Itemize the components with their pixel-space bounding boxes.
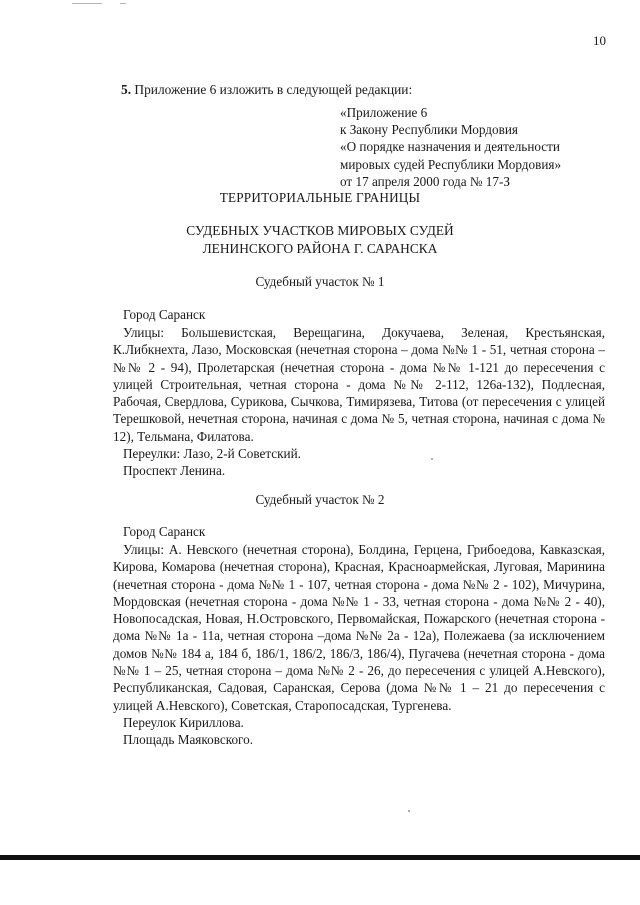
section-city: Город Саранск (123, 524, 206, 539)
footer-rule (0, 855, 640, 860)
document-title: ТЕРРИТОРИАЛЬНЫЕ ГРАНИЦЫ (219, 190, 421, 205)
section-avenue: Площадь Маяковского. (123, 732, 254, 748)
section-body (113, 541, 605, 749)
appendix-header-line: от 17 апреля 2000 года № 17-З (340, 173, 510, 189)
subtitle-line: ЛЕНИНСКОГО РАЙОНА Г. САРАНСКА (202, 241, 438, 256)
appendix-header-line: «Приложение 6 (340, 105, 428, 120)
scan-speck (408, 810, 410, 812)
section-lanes: Переулки: Лазо, 2-й Советский. (123, 446, 301, 462)
appendix-header-line: к Закону Республики Мордовия (340, 122, 518, 138)
section-city: Город Саранск (123, 307, 206, 322)
section-streets: Улицы: Большевистская, Верещагина, Докучаева, Зеленая, Крестьянская, К.Либкнехта, Лазо, Московская (нечетная сторона – дома №№ 1 - 51, четная сторона – №№ 2 - 94), Пролетарская (нечетная сторона - дома №№ 1-121 до пересечения с улицей Строительная, четная сторона - дома №№ 2-112, 126а-132), Подлесная, Рабочая, Свердлова, Сурикова, Сычкова, Тимирязева, Титова (от пересечения с улицей Терешковой, нечетная сторона, начиная с дома № 5, четная сторона, начиная с дома № 12), Тельмана, Филатова. (113, 325, 605, 444)
page-number: 10 (593, 33, 606, 48)
scan-artifact (120, 3, 126, 4)
amendment-instruction (121, 82, 412, 98)
appendix-header-line: «О порядке назначения и деятельности (340, 139, 560, 155)
document-subtitle (0, 222, 640, 258)
section-body (113, 324, 605, 480)
subtitle-line: СУДЕБНЫХ УЧАСТКОВ МИРОВЫХ СУДЕЙ (186, 223, 454, 238)
scan-speck (431, 458, 433, 460)
section-heading: Судебный участок № 2 (255, 492, 385, 507)
section-lanes: Переулок Кириллова. (123, 714, 244, 730)
instruction-number: 5. (121, 82, 132, 97)
instruction-text: Приложение 6 изложить в следующей редакции: (134, 82, 413, 97)
section-heading: Судебный участок № 1 (255, 274, 385, 289)
scan-artifact (72, 3, 102, 4)
appendix-header (340, 104, 561, 190)
section-streets: Улицы: А. Невского (нечетная сторона), Болдина, Герцена, Грибоедова, Кавказская, Кирова, Комарова (нечетная сторона), Красная, Красноармейская, Луговая, Маринина (нечетная сторона - дома №№ 1 - 107, четная сторона - дома №№ 2 - 102), Мичурина, Мордовская (нечетная сторона - дома №№ 1 - 33, четная сторона - дома №№ 2 - 40), Новопосадская, Новая, Н.Островского, Первомайская, Пожарского (нечетная сторона - дома №№ 1а - 11а, четная сторона –дома №№ 2а - 12а), Полежаева (за исключением домов №№ 184 а, 184 б, 186/1, 186/2, 186/3, 186/4), Пугачева (нечетная сторона - дома №№ 1 – 25, четная сторона – дома №№ 2 - 26, до пересечения с улицей А.Невского), Республиканская, Садовая, Саранская, Серова (дома №№ 1 – 21 до пересечения с улицей А.Невского), Советская, Старопосадская, Тургенева. (113, 542, 605, 713)
section-avenue: Проспект Ленина. (123, 463, 226, 479)
appendix-header-line: мировых судей Республики Мордовия» (340, 156, 562, 172)
